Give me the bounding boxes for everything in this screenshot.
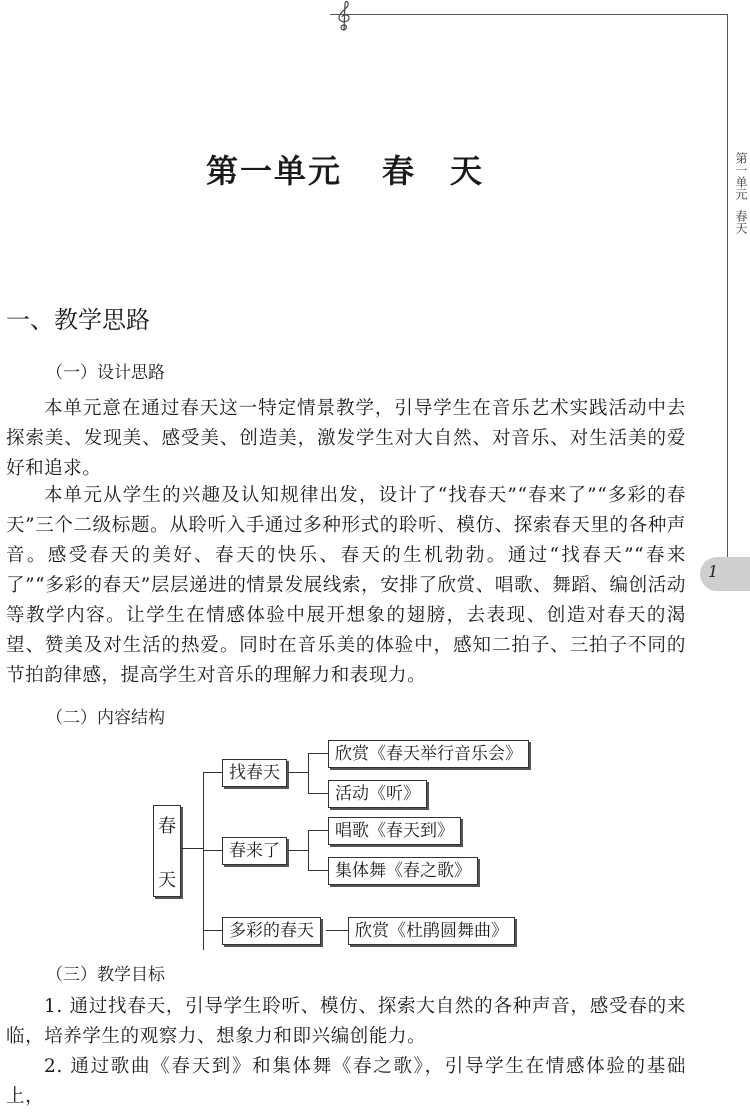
- unit-title: [0, 146, 690, 192]
- diagram-leaf: 唱歌《春天到》: [328, 817, 461, 845]
- diagram-root-char-2: 天: [158, 870, 176, 891]
- page-number-badge: [700, 557, 750, 591]
- page-number: 1: [708, 562, 719, 581]
- diagram-connector: [203, 930, 222, 931]
- diagram-connector: [288, 772, 308, 773]
- diagram-leaf: 欣赏《杜鹃圆舞曲》: [348, 917, 515, 945]
- diagram-connector: [288, 850, 308, 851]
- diagram-connector: [308, 870, 328, 871]
- diagram-branch: 多彩的春天: [222, 917, 321, 945]
- diagram-connector: [326, 930, 348, 931]
- diagram-connector: [203, 772, 222, 773]
- subheading-structure: （二）内容结构: [46, 708, 165, 728]
- subheading-goals: （三）教学目标: [46, 965, 165, 985]
- section-heading: 一、教学思路: [6, 306, 150, 334]
- frame-right-rule: [727, 14, 728, 580]
- diagram-connector: [308, 753, 328, 754]
- diagram-root: [153, 805, 181, 897]
- diagram-connector: [180, 848, 203, 849]
- diagram-branch: 找春天: [222, 759, 287, 787]
- diagram-connector: [308, 753, 309, 793]
- diagram-leaf: 活动《听》: [328, 780, 427, 808]
- diagram-root-char-1: 春: [158, 816, 176, 837]
- diagram-connector: [308, 830, 328, 831]
- paragraph-design-1: 本单元意在通过春天这一特定情景教学，引导学生在音乐艺术实践活动中去探索美、发现美、感受美、创造美，激发学生对大自然、对音乐、对生活美的爱好和追求。: [6, 398, 686, 479]
- diagram-connector: [203, 850, 222, 851]
- content-structure-diagram: [0, 730, 560, 950]
- paragraph-design-2: 本单元从学生的兴趣及认知规律出发，设计了“找春天”“春来了”“多彩的春天”三个二级标题。从聆听入手通过多种形式的聆听、模仿、探索春天里的各种声音。感受春天的美好、春天的快乐、春天的生机勃勃。通过“找春天”“春来了”“多彩的春天”层层递进的情景发展线索，安排了欣赏、唱歌、舞蹈、编创活动等教学内容。让学生在情感体验中展开想象的翅膀，去表现、创造对春天的渴望、赞美及对生活的热爱。同时在音乐美的体验中，感知二拍子、三拍子不同的节拍韵律感，提高学生对音乐的理解力和表现力。: [6, 485, 686, 686]
- side-tab-unit: 第一单元: [734, 152, 748, 200]
- goal-item-1: 1. 通过找春天，引导学生聆听、模仿、探索大自然的各种声音，感受春的来临，培养学生的观察力、想象力和即兴编创能力。: [6, 996, 686, 1047]
- unit-title-main: 第一单元: [205, 152, 342, 190]
- subheading-design: （一）设计思路: [46, 363, 165, 383]
- diagram-connector: [308, 793, 328, 794]
- diagram-leaf: 集体舞《春之歌》: [328, 857, 478, 885]
- diagram-connector: [308, 830, 309, 870]
- side-tab: [734, 152, 748, 234]
- treble-clef-icon: [336, 0, 352, 32]
- goal-item-2: 2. 通过歌曲《春天到》和集体舞《春之歌》，引导学生在情感体验的基础上，: [6, 1056, 686, 1107]
- diagram-connector: [203, 772, 204, 950]
- diagram-branch: 春来了: [222, 837, 287, 865]
- diagram-leaf: 欣赏《春天举行音乐会》: [328, 740, 529, 768]
- frame-top-rule: [330, 14, 728, 15]
- unit-title-topic: 春 天: [382, 152, 485, 190]
- side-tab-topic: 春天: [734, 210, 748, 234]
